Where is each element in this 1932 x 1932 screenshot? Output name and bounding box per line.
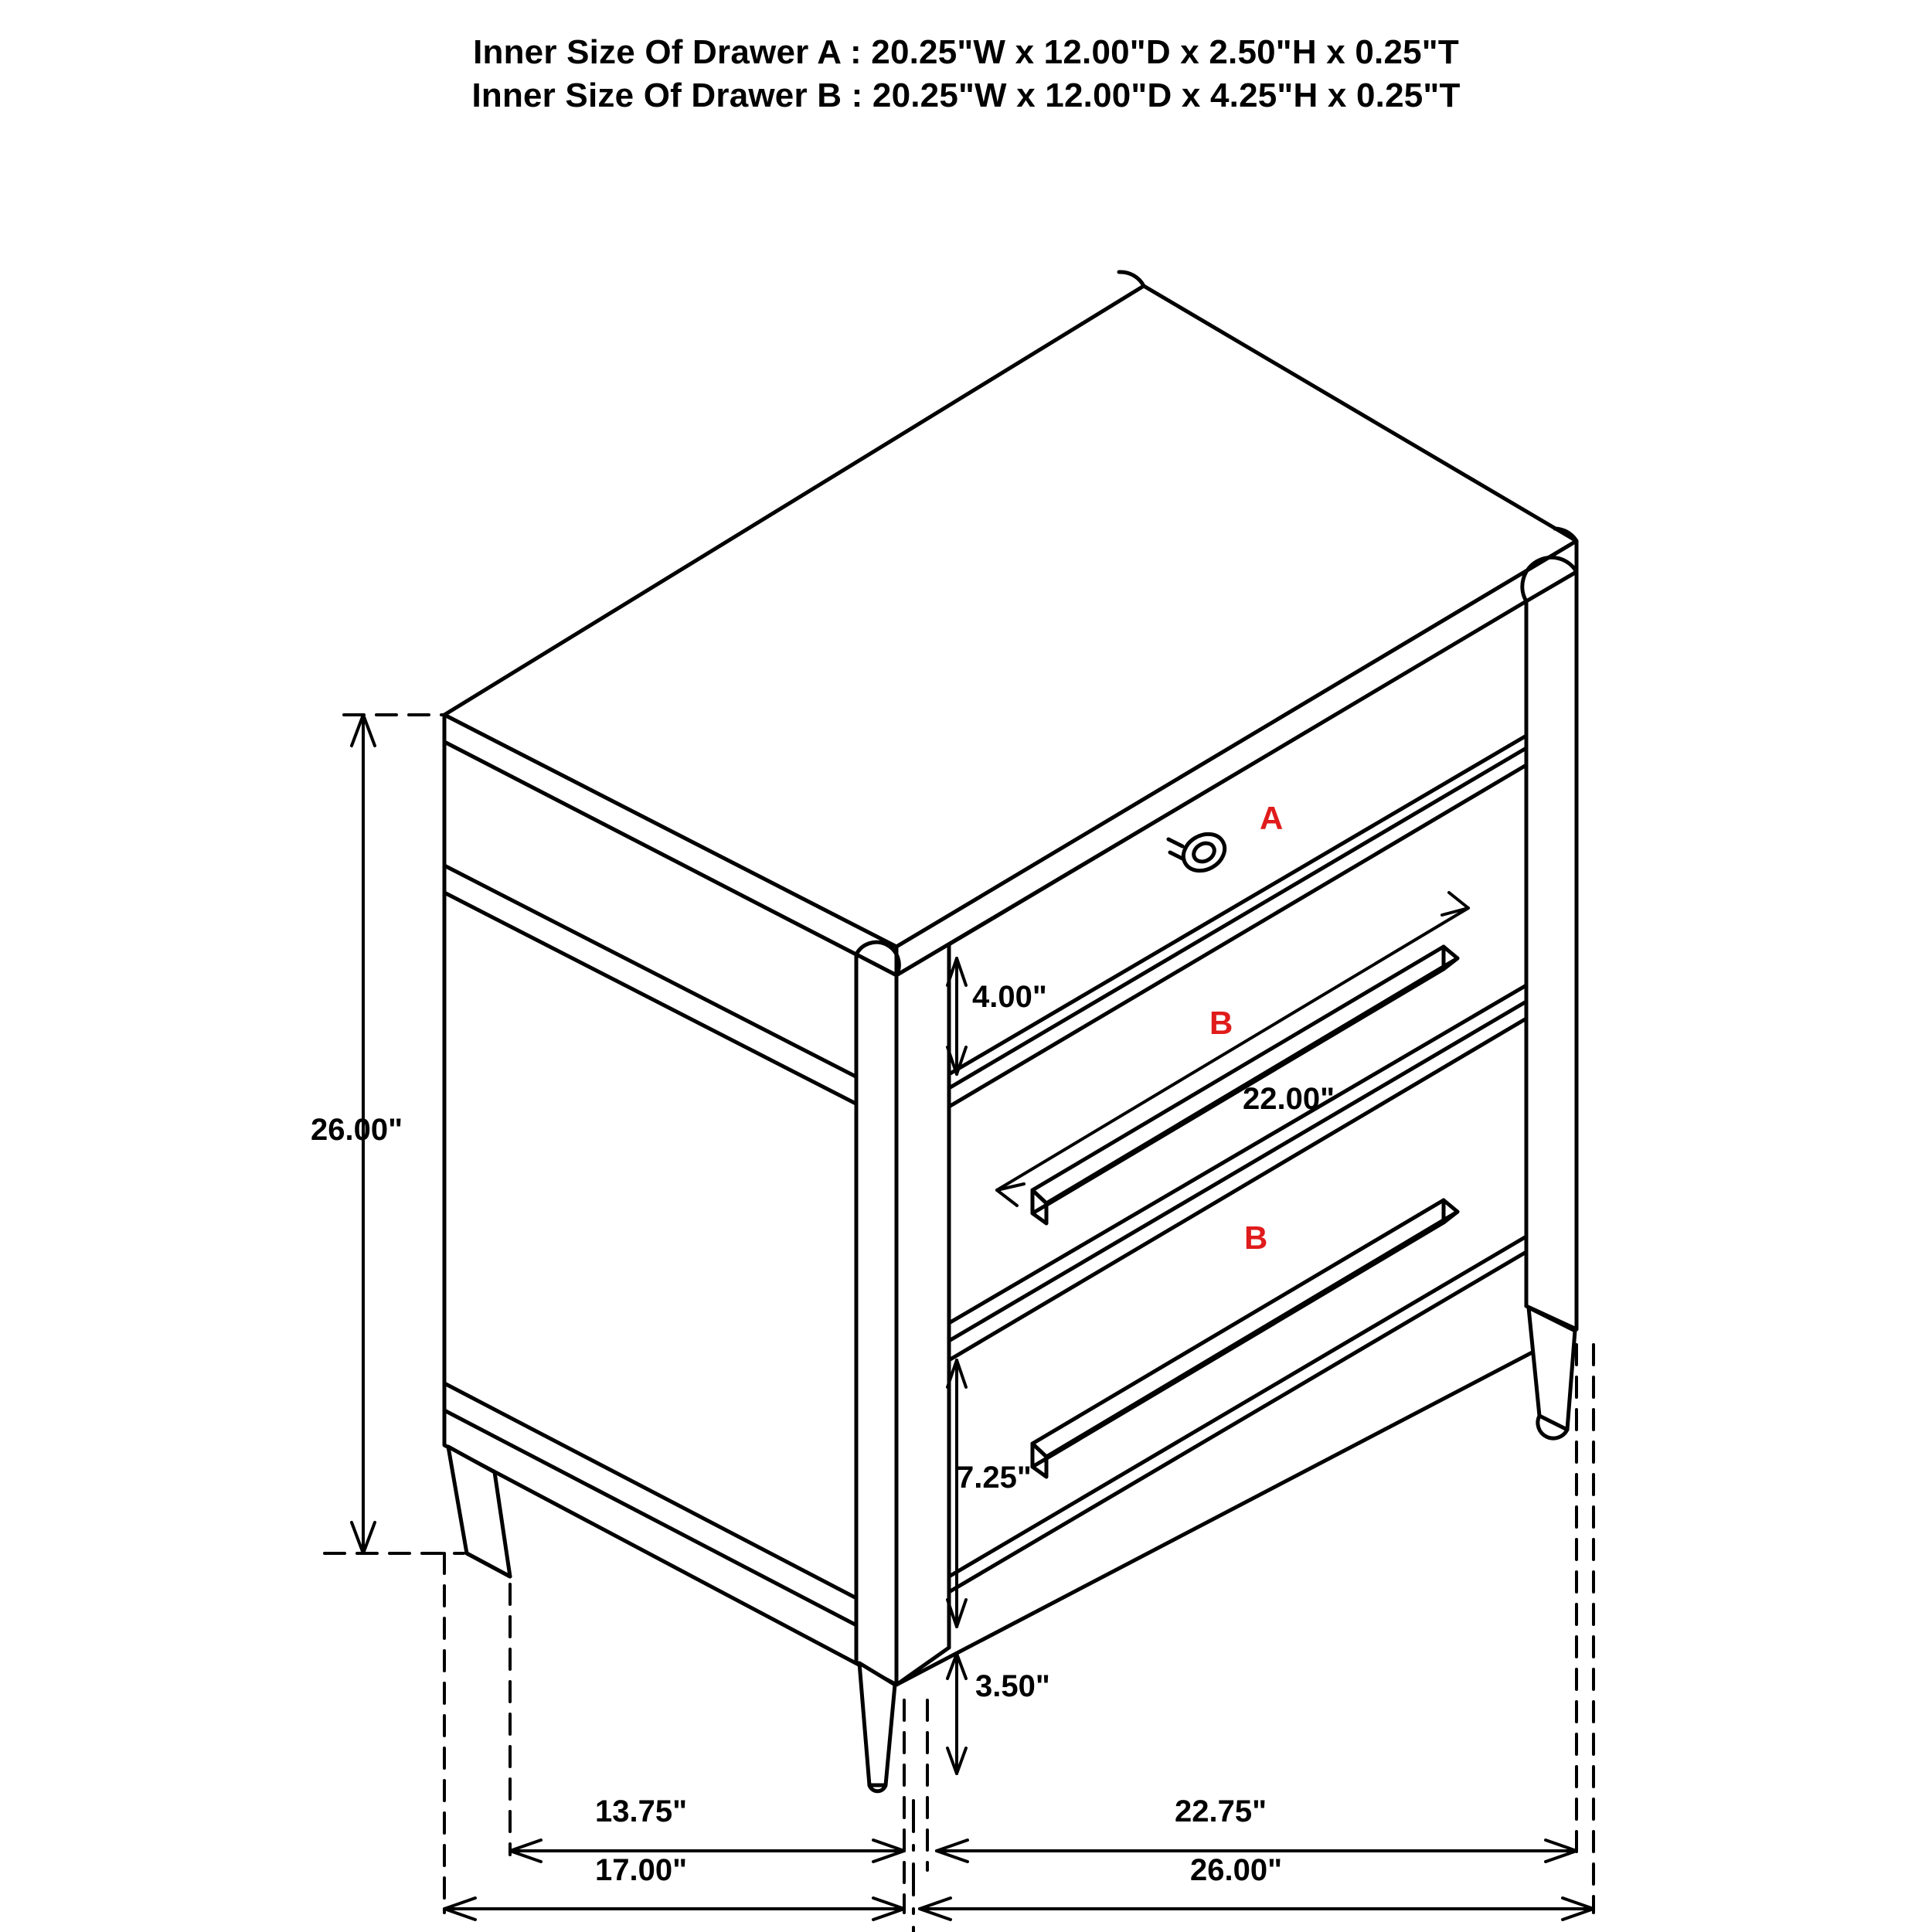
label-total-width: 26.00" bbox=[1190, 1853, 1283, 1887]
label-overall-height: 26.00" bbox=[311, 1113, 403, 1147]
drawer-marker-b-upper: B bbox=[1209, 1005, 1233, 1041]
drawer-a-inner-size-text: Inner Size Of Drawer A : 20.25"W x 12.00"D x 2.50"H x 0.25"T bbox=[473, 33, 1459, 71]
dim-leg-height bbox=[947, 1654, 966, 1774]
label-side-depth: 13.75" bbox=[595, 1794, 688, 1828]
dim-total-depth bbox=[444, 1898, 904, 1920]
label-front-width: 22.75" bbox=[1175, 1794, 1267, 1828]
dim-total-width bbox=[920, 1898, 1594, 1920]
label-drawer-a-height: 4.00" bbox=[972, 980, 1047, 1014]
drawer-b-inner-size-text: Inner Size Of Drawer B : 20.25"W x 12.00"D x 4.25"H x 0.25"T bbox=[471, 77, 1461, 115]
label-total-depth: 17.00" bbox=[595, 1853, 688, 1887]
drawer-marker-b-lower: B bbox=[1244, 1219, 1268, 1256]
dim-side-depth bbox=[510, 1840, 904, 1862]
label-leg-height: 3.50" bbox=[975, 1669, 1050, 1703]
label-drawer-width: 22.00" bbox=[1243, 1082, 1335, 1116]
label-lower-drawer-height: 7.25" bbox=[957, 1461, 1032, 1495]
drawer-marker-a: A bbox=[1260, 800, 1284, 836]
